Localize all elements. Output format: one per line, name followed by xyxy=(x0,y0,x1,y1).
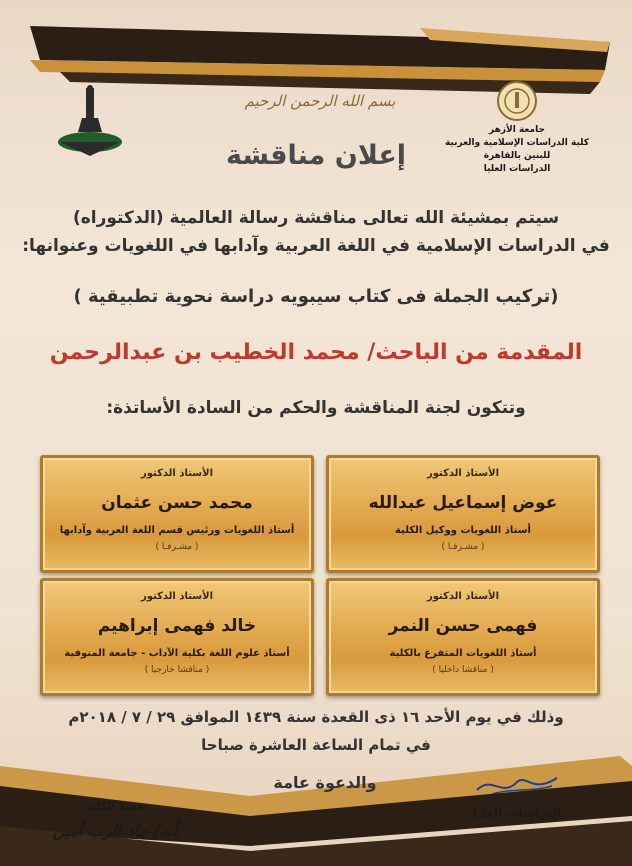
member-position: أستاذ علوم اللغة بكلية الآداب - جامعة المنوفية xyxy=(64,648,290,659)
dean-name: أ.د/ جاد الرب أمين xyxy=(52,821,178,840)
institution-line2: كلية الدراسات الإسلامية والعربية للبنين بالقاهرة xyxy=(444,138,590,161)
basmala-calligraphy: بسم الله الرحمن الرحيم xyxy=(244,92,396,110)
time-line: في تمام الساعة العاشرة صباحا xyxy=(201,736,431,754)
member-title: الأستاذ الدكتور xyxy=(426,591,500,602)
committee-card xyxy=(40,455,314,573)
dean-label: عميد الكلية xyxy=(85,800,145,813)
member-position: أستاذ اللغويات المتفرغ بالكلية xyxy=(389,648,537,659)
member-role: ( مناقشا خارجيا ) xyxy=(144,665,210,675)
page-title: إعلان مناقشة xyxy=(225,140,407,171)
member-name: فهمى حسن النمر xyxy=(388,616,538,636)
announcement-line2: في الدراسات الإسلامية في اللغة العربية وآدابها في اللغويات وعنوانها: xyxy=(22,236,610,256)
member-role: ( مناقشا داخليا ) xyxy=(432,665,494,675)
postgrad-signature-block xyxy=(442,770,592,820)
member-title: الأستاذ الدكتور xyxy=(140,591,214,602)
member-position: أستاذ اللغويات ورئيس قسم اللغة العربية وآدابها xyxy=(59,525,295,536)
signature-scribble-icon xyxy=(472,770,562,800)
member-title: الأستاذ الدكتور xyxy=(140,468,214,479)
committee-card xyxy=(40,578,314,696)
date-line: وذلك في يوم الأحد ١٦ ذى القعدة سنة ١٤٣٩ الموافق ٢٩ / ٧ / ٢٠١٨م xyxy=(68,708,564,726)
thesis-title: (تركيب الجملة فى كتاب سيبويه دراسة نحوية تطبيقية ) xyxy=(73,286,559,307)
member-role: ( مشـرفـا ) xyxy=(441,542,485,552)
invitation-text: والدعوة عامة xyxy=(273,773,377,792)
al-azhar-seal-icon xyxy=(496,80,538,122)
member-position: أستاذ اللغويات ووكيل الكلية xyxy=(395,525,531,536)
institution-line3: الدراسات العليا xyxy=(483,164,551,174)
committee-card xyxy=(326,455,600,573)
member-title: الأستاذ الدكتور xyxy=(426,468,500,479)
dean-signature-block xyxy=(30,800,200,840)
institution-line1: جامعة الأزهر xyxy=(489,125,545,135)
member-name: محمد حسن عثمان xyxy=(101,493,253,513)
committee-intro: وتتكون لجنة المناقشة والحكم من السادة الأساتذة: xyxy=(106,398,526,418)
member-name: عوض إسماعيل عبدالله xyxy=(368,493,558,513)
researcher-name: المقدمة من الباحث/ محمد الخطيب بن عبدالرحمن xyxy=(49,340,583,365)
member-role: ( مشـرفـا ) xyxy=(155,542,199,552)
announcement-line1: سيتم بمشيئة الله تعالى مناقشة رسالة العالمية (الدكتوراه) xyxy=(72,208,560,228)
committee-card xyxy=(326,578,600,696)
member-name: خالد فهمى إبراهيم xyxy=(97,616,257,636)
dept-label: الدراسات العليا xyxy=(472,806,562,820)
